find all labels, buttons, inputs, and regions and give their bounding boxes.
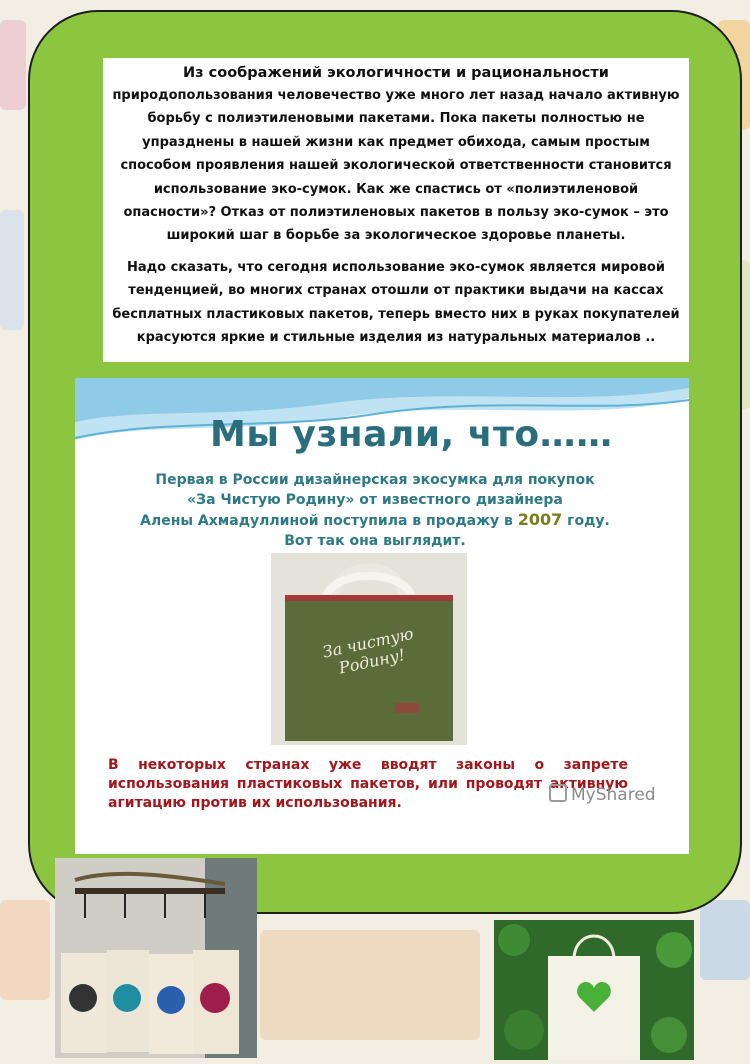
slide-image	[75, 378, 689, 854]
eco-bag-photo	[271, 553, 467, 745]
slide-warning-text: В некоторых странах уже вводят законы о запрете использования пластиковых пакетов, или проводят активную агитацию против их использования.	[108, 757, 628, 811]
background-decoration	[700, 900, 750, 980]
intro-lead: Из соображений экологичности и рациональности	[183, 65, 609, 81]
hanging-bags-photo	[55, 858, 257, 1058]
slide-subtitle-line-3	[115, 510, 635, 531]
background-decoration	[0, 900, 50, 1000]
watermark-text: MyShared	[571, 785, 656, 805]
background-decoration	[260, 930, 480, 1040]
intro-text-block	[103, 58, 689, 362]
slide-subtitle-line-1: Первая в России дизайнерская экосумка для покупок	[155, 472, 595, 488]
slide-subtitle-line-3-end: году.	[562, 513, 610, 529]
slide-subtitle-line-3-start: Алены Ахмадуллиной поступила в продажу в	[140, 513, 518, 529]
myshared-watermark	[549, 784, 656, 805]
slide-year: 2007	[517, 510, 563, 529]
heart-bag-illustration	[494, 920, 694, 1060]
background-decoration	[0, 210, 24, 330]
hanging-bags-illustration	[55, 858, 257, 1058]
slide-subtitle-line-2: «За Чистую Родину» от известного дизайнера	[187, 492, 563, 508]
intro-paragraph-2: Надо сказать, что сегодня использование эко-сумок является мировой тенденцией, во многих странах отошли от практики выдачи на кассах бесплатных пластиковых пакетов, теперь вместо них в руках покупателей красуются яркие и стильные изделия из натуральных материалов ..	[112, 259, 680, 346]
eco-bag-text: За чистую Родину!	[320, 623, 416, 678]
watermark-icon	[549, 784, 567, 802]
slide-subtitle-line-4: Вот так она выглядит.	[284, 533, 466, 549]
intro-paragraph-1: природопользования человечество уже много лет назад начало активную борьбу с полиэтиленовыми пакетами. Пока пакеты полностью не упразднены в нашей жизни как предмет обихода, самым простым способом проявления нашей экологической ответственности становится использование эко-сумок. Как же спастись от «полиэтиленовой опасности»? Отказ от полиэтиленовых пакетов в пользу эко-сумок – это широкий шаг в борьбе за экологическое здоровье планеты.	[112, 88, 680, 244]
slide-subtitle	[115, 470, 635, 551]
heart-bag-photo	[494, 920, 694, 1060]
background-decoration	[0, 20, 26, 110]
slide-title: Мы узнали, что……	[210, 414, 613, 455]
